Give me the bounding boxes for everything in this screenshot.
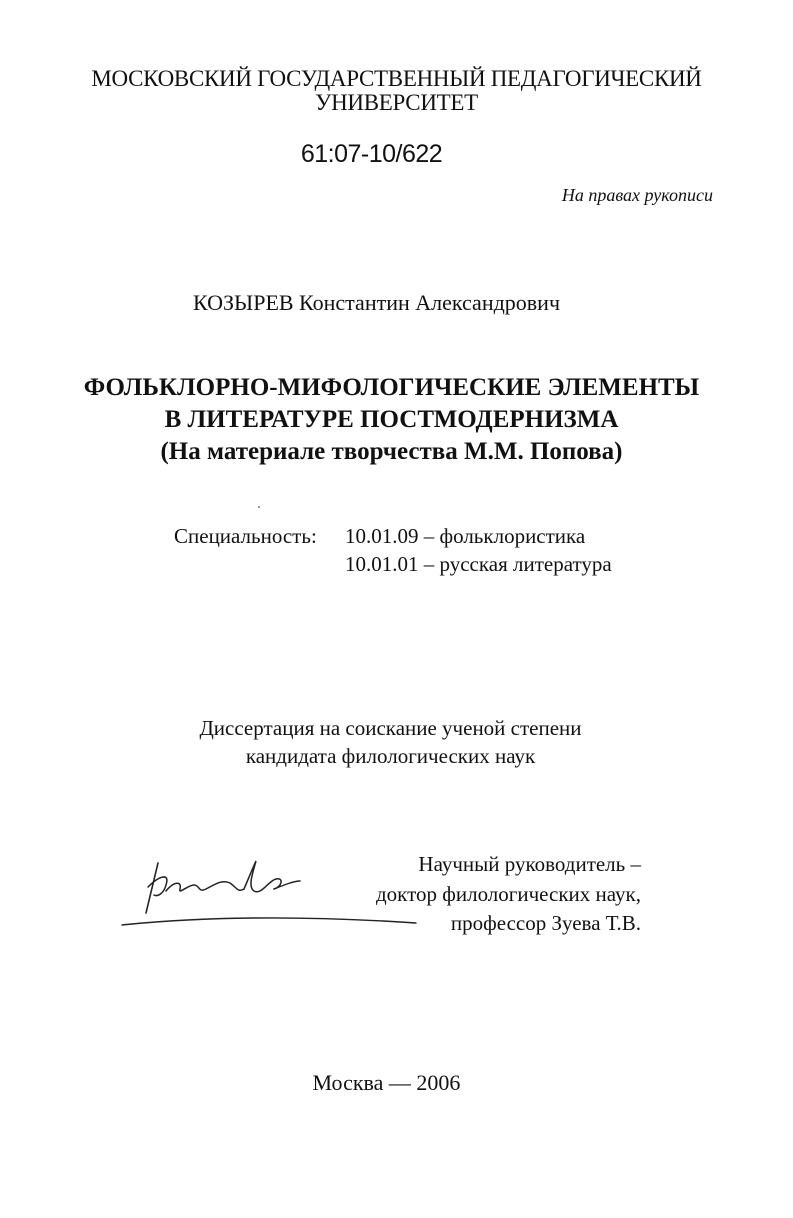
catalog-code: 61:07-10/622 bbox=[300, 140, 443, 168]
specialty-item: 10.01.01 – русская литература bbox=[345, 552, 612, 576]
scan-speck bbox=[258, 506, 260, 508]
city-year: Москва — 2006 bbox=[312, 1070, 461, 1095]
supervisor-degree: доктор филологических наук, bbox=[375, 882, 641, 906]
dissertation-statement-line2: кандидата филологических наук bbox=[245, 744, 536, 768]
thesis-title-line2: В ЛИТЕРАТУРЕ ПОСТМОДЕРНИЗМА bbox=[164, 406, 619, 433]
thesis-subtitle: (На материале творчества М.М. Попова) bbox=[160, 438, 623, 465]
specialty-item: 10.01.09 – фольклористика bbox=[345, 524, 586, 548]
university-name-line2: УНИВЕРСИТЕТ bbox=[315, 90, 478, 115]
supervisor-name: профессор Зуева Т.В. bbox=[450, 911, 641, 935]
handwritten-signature-icon bbox=[118, 845, 418, 935]
supervisor-role: Научный руководитель – bbox=[418, 852, 641, 876]
author-name: КОЗЫРЕВ Константин Александрович bbox=[192, 290, 561, 315]
specialty-label: Специальность: bbox=[174, 524, 317, 548]
rights-note: На правах рукописи bbox=[561, 185, 713, 205]
thesis-title-line1: ФОЛЬКЛОРНО-МИФОЛОГИЧЕСКИЕ ЭЛЕМЕНТЫ bbox=[83, 374, 700, 401]
university-name-line1: МОСКОВСКИЙ ГОСУДАРСТВЕННЫЙ ПЕДАГОГИЧЕСКИЙ bbox=[91, 66, 702, 91]
dissertation-statement-line1: Диссертация на соискание ученой степени bbox=[199, 716, 582, 740]
